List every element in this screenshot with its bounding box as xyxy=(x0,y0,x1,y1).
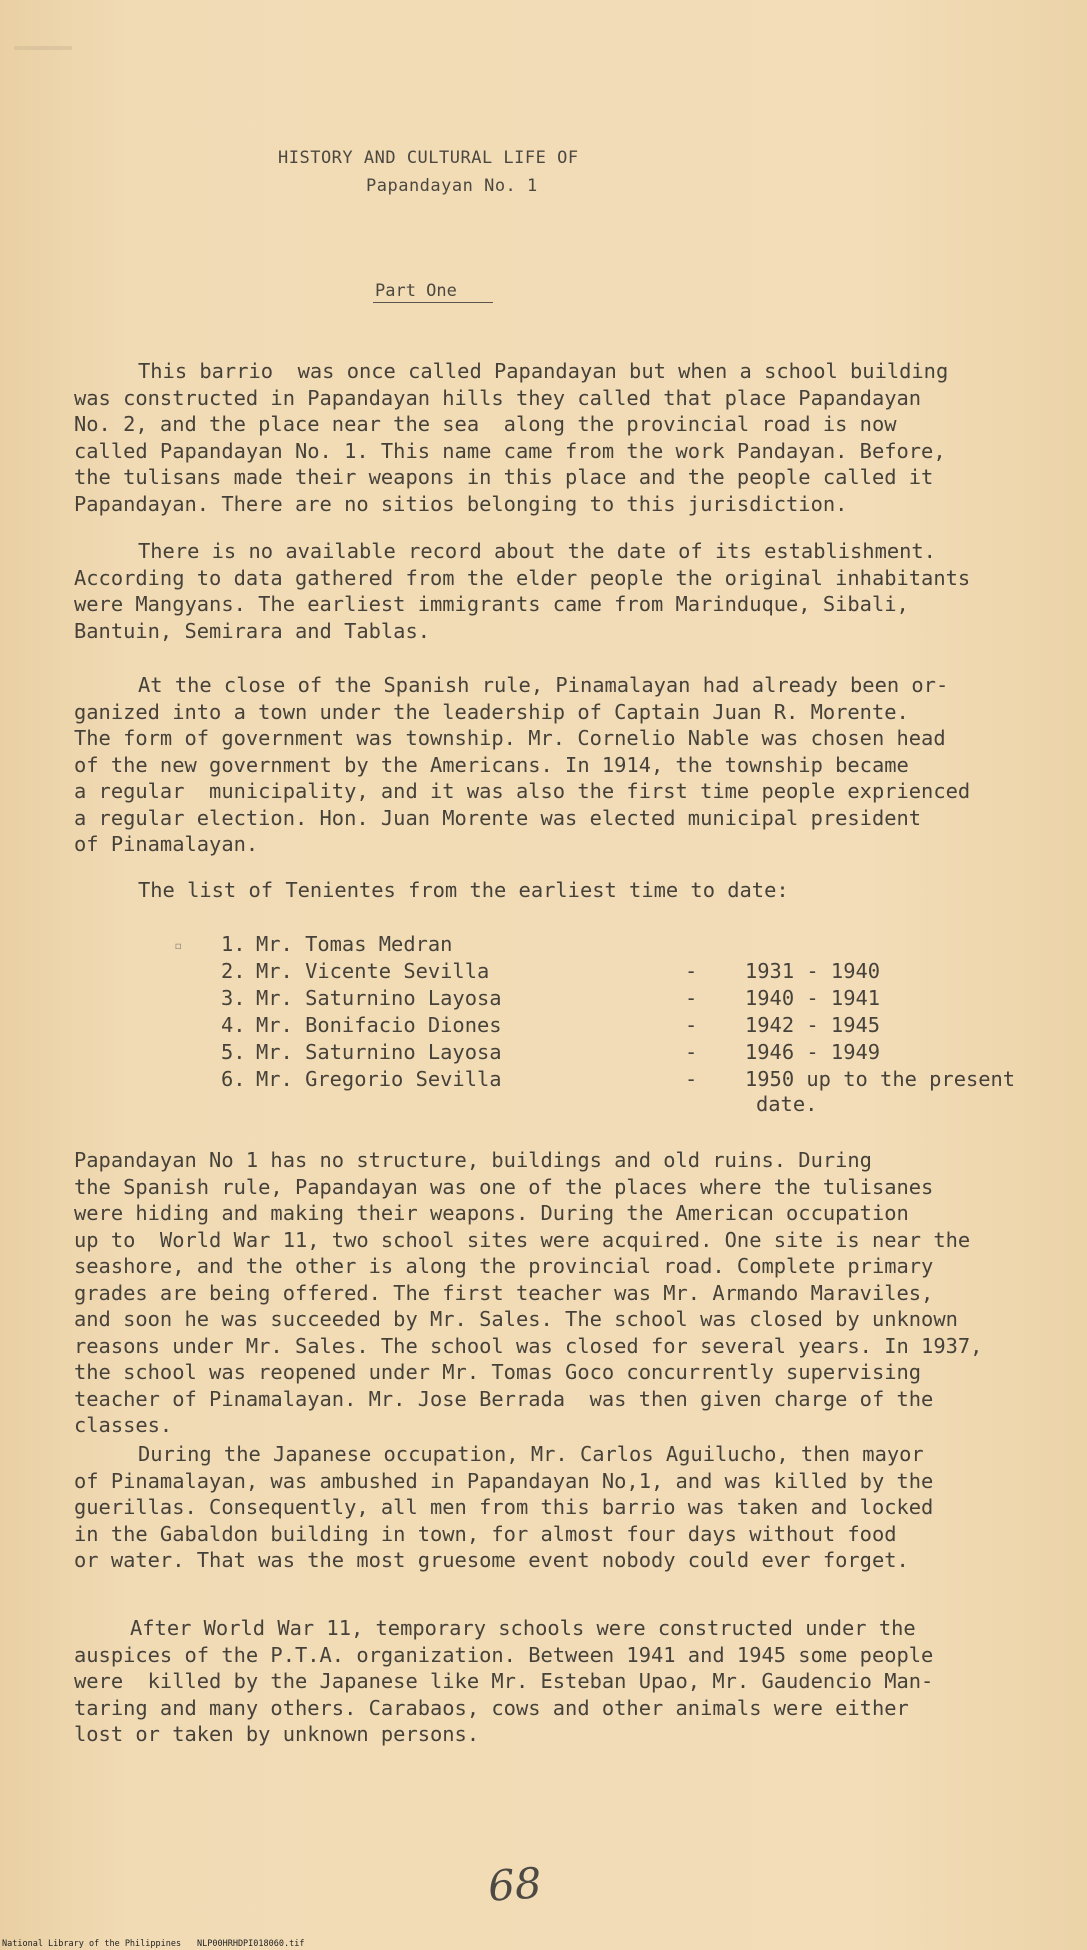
item-number: 3. xyxy=(221,986,246,1010)
list-bullet-mark: ▫ xyxy=(174,938,183,954)
item-name: Mr. Tomas Medran xyxy=(256,932,453,956)
item-dash: - xyxy=(685,1040,698,1064)
item-dash: - xyxy=(685,1067,698,1091)
paragraph-2: There is no available record about the date of its establishment. According to data gathered from the elder people the original inhabitants were Mangyans. The earliest immigrants came from Marinduque, Sibali, Bantuin, Semirara and Tablas. xyxy=(74,539,971,643)
item-name: Mr. Vicente Sevilla xyxy=(256,959,490,983)
paragraph-6: After World War 11, temporary schools were constructed under the auspices of the P.T.A. organization. Between 1941 and 1945 some people were killed by the Japanese like Mr. Esteban Upao, Mr. Gaudencio Man- taring and many others. Carabaos, cows and other animals were either lost or taken by unknown persons. xyxy=(74,1616,934,1746)
item-dash: - xyxy=(685,1013,698,1037)
item-name: Mr. Saturnino Layosa xyxy=(256,1040,502,1064)
paragraph-5: During the Japanese occupation, Mr. Carlos Aguilucho, then mayor of Pinamalayan, was ambushed in Papandayan No,1, and was killed by the guerillas. Consequently, all men from this barrio was taken and locked in the Gabaldon building in town, for almost four days without food or water. That was the most gruesome event nobody could ever forget. xyxy=(74,1442,934,1572)
part-heading: Part One xyxy=(375,281,457,301)
item-number: 4. xyxy=(221,1013,246,1037)
list-continuation: date. xyxy=(756,1092,818,1116)
document-title: HISTORY AND CULTURAL LIFE OF xyxy=(278,148,579,168)
item-name: Mr. Gregorio Sevilla xyxy=(256,1067,502,1091)
footer-library: National Library of the Philippines xyxy=(2,1939,182,1949)
item-dash: - xyxy=(685,959,698,983)
item-dash: - xyxy=(685,986,698,1010)
item-number: 1. xyxy=(221,932,246,956)
item-years: 1931 - 1940 xyxy=(745,959,881,983)
footer-file: NLP00HRHDPI018060.tif xyxy=(197,1939,305,1949)
part-heading-underline xyxy=(373,302,493,303)
tenientes-intro: The list of Tenientes from the earliest time to date: xyxy=(138,878,789,902)
item-number: 6. xyxy=(221,1067,246,1091)
item-name: Mr. Bonifacio Diones xyxy=(256,1013,502,1037)
item-years: 1950 up to the present xyxy=(745,1067,1016,1091)
item-name: Mr. Saturnino Layosa xyxy=(256,986,502,1010)
item-number: 2. xyxy=(221,959,246,983)
paper-stain xyxy=(14,46,72,50)
paragraph-1: This barrio was once called Papandayan but when a school building was constructed in Papandayan hills they called that place Papandayan No. 2, and the place near the sea along the provincial road is now called Papandayan No. 1. This name came from the work Pandayan. Before, the tulisans made their weapons in this place and the people called it Papandayan. There are no sitios belonging to this jurisdiction. xyxy=(74,359,949,516)
item-years: 1940 - 1941 xyxy=(745,986,881,1010)
paragraph-3: At the close of the Spanish rule, Pinamalayan had already been or- ganized into a town under the leadership of Captain Juan R. Morente. The form of government was township. Mr. Cornelio Nable was chosen head of the new government by the Americans. In 1914, the township became a regular municipality, and it was also the first time people exprienced a regular election. Hon. Juan Morente was elected municipal president of Pinamalayan. xyxy=(74,673,971,856)
document-subtitle: Papandayan No. 1 xyxy=(366,176,538,196)
page-number: 68 xyxy=(486,1858,544,1911)
item-years: 1942 - 1945 xyxy=(745,1013,881,1037)
paragraph-4: Papandayan No 1 has no structure, buildings and old ruins. During the Spanish rule, Papandayan was one of the places where the tulisanes were hiding and making their weapons. During the American occupation up to World War 11, two school sites were acquired. One site is near the seashore, and the other is along the provincial road. Complete primary grades are being offered. The first teacher was Mr. Armando Maraviles, and soon he was succeeded by Mr. Sales. The school was closed by unknown reasons under Mr. Sales. The school was closed for several years. In 1937, the school was reopened under Mr. Tomas Goco concurrently supervising teacher of Pinamalayan. Mr. Jose Berrada was then given charge of the classes. xyxy=(74,1148,983,1437)
item-number: 5. xyxy=(221,1040,246,1064)
item-years: 1946 - 1949 xyxy=(745,1040,881,1064)
